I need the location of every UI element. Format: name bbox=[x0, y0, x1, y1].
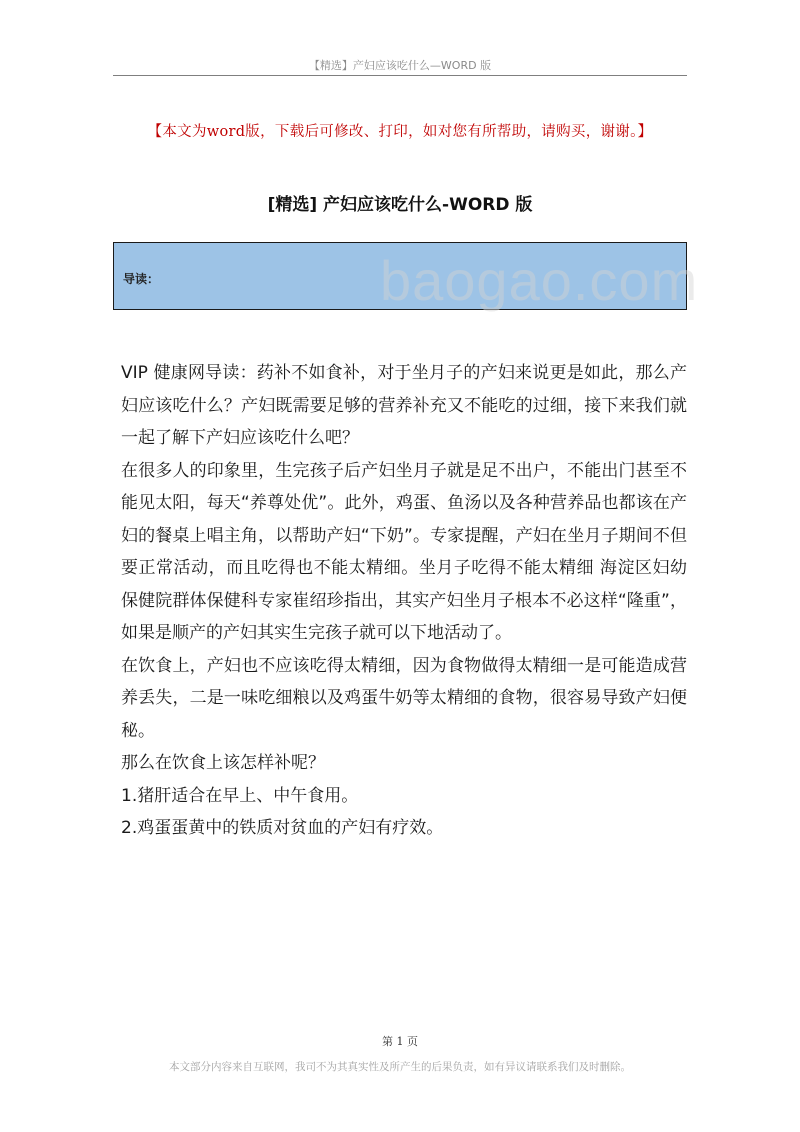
watermark: baogao.com bbox=[380, 249, 699, 312]
page-header: 【精选】产妇应该吃什么—WORD 版 bbox=[308, 59, 492, 72]
page-number: 第 1 页 bbox=[382, 1035, 418, 1048]
guide-label: 导读： bbox=[123, 272, 160, 286]
page-footer: 本文部分内容来自互联网，我司不为其真实性及所产生的后果负责，如有异议请联系我们及时删除。 bbox=[169, 1061, 631, 1073]
list-item-1: 1.猪肝适合在早上、中午食用。 bbox=[121, 785, 359, 806]
guide-box bbox=[113, 242, 687, 310]
paragraph-confinement: 在很多人的印象里，生完孩子后产妇坐月子就是足不出户，不能出门甚至不能见太阳，每天“养尊处优”。此外，鸡蛋、鱼汤以及各种营养品也都该在产妇的餐桌上唱主角，以帮助产妇“下奶”。专家提醒，产妇在坐月子期间不但要正常活动，而且吃得也不能太精细。坐月子吃得不能太精细 海淀区妇幼保健院群体保健科专家崔绍珍指出，其实产妇坐月子根本不必这样“隆重”，如果是顺产的产妇其实生完孩子就可以下地活动了。 bbox=[121, 460, 687, 643]
download-notice: 【本文为word版，下载后可修改、打印，如对您有所帮助，请购买，谢谢。】 bbox=[147, 124, 653, 140]
paragraph-diet: 在饮食上，产妇也不应该吃得太精细，因为食物做得太精细一是可能造成营养丢失，二是一味吃细粮以及鸡蛋牛奶等太精细的食物，很容易导致产妇便秘。 bbox=[121, 655, 687, 741]
paragraph-question: 那么在饮食上该怎样补呢？ bbox=[121, 753, 325, 773]
list-item-2: 2.鸡蛋蛋黄中的铁质对贫血的产妇有疗效。 bbox=[121, 818, 444, 838]
header-divider bbox=[113, 75, 687, 76]
paragraph-intro: VIP 健康网导读：药补不如食补，对于坐月子的产妇来说更是如此，那么产妇应该吃什么？产妇既需要足够的营养补充又不能吃的过细，接下来我们就一起了解下产妇应该吃什么吧？ bbox=[121, 363, 687, 448]
article-body bbox=[121, 357, 687, 845]
document-title: [精选] 产妇应该吃什么-WORD 版 bbox=[267, 195, 533, 215]
